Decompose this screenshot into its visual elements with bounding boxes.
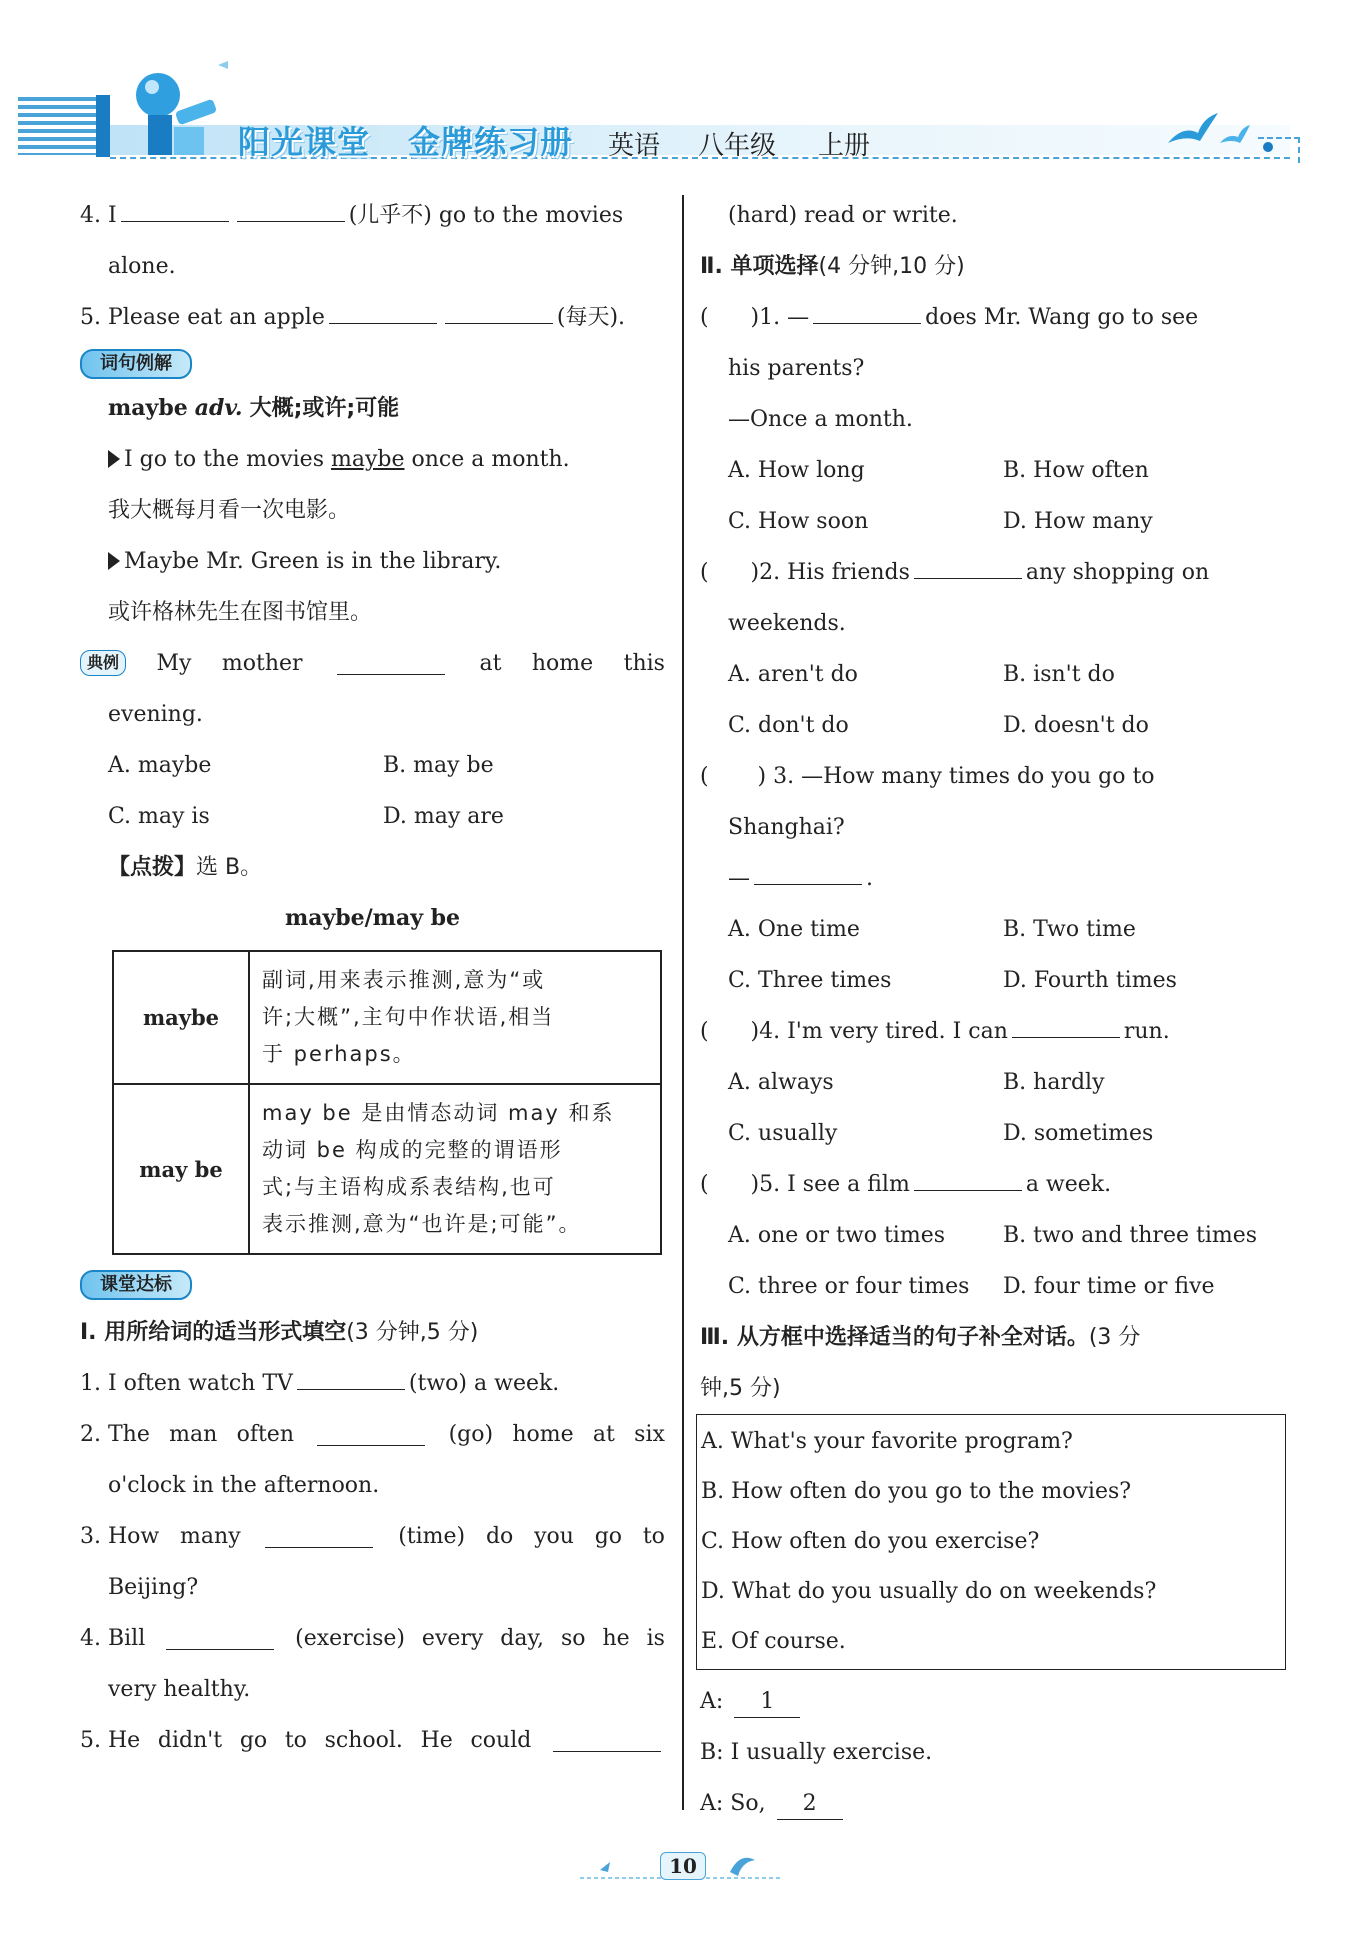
example-translation-2: 或许格林先生在图书馆里。 xyxy=(108,600,373,625)
item-word: (exercise) xyxy=(295,1626,405,1651)
brand-title-2: 金牌练习册 xyxy=(408,123,574,161)
s1-item-4 xyxy=(80,1613,665,1664)
box-option: A. What's your favorite program? xyxy=(701,1429,1073,1454)
answer-blank[interactable] xyxy=(813,303,921,324)
item-word: 4. Bill xyxy=(80,1626,146,1651)
option-b: B. may be xyxy=(383,753,494,778)
option-row xyxy=(700,1261,1285,1312)
answer-paren[interactable]: ( xyxy=(700,560,751,585)
option-row xyxy=(700,496,1285,547)
option-d: D. may are xyxy=(383,804,504,829)
table-text: 于 perhaps。 xyxy=(262,1042,416,1066)
box-option: E. Of course. xyxy=(701,1629,846,1654)
dash-text: — xyxy=(728,866,750,891)
item-word: (go) xyxy=(448,1422,494,1447)
sentence-text: I go to the movies xyxy=(124,447,331,472)
item-word: go xyxy=(594,1524,623,1549)
fill-item-5 xyxy=(80,292,665,343)
option-a: A. One time xyxy=(728,917,860,942)
item-word: man xyxy=(169,1422,218,1447)
item-word: to xyxy=(284,1728,307,1753)
item-word: so xyxy=(560,1626,586,1651)
item-word: six xyxy=(634,1422,665,1447)
example-sentence-2 xyxy=(80,536,665,587)
option-c: C. Three times xyxy=(728,968,892,993)
option-c: C. How soon xyxy=(728,509,869,534)
headword: maybe xyxy=(108,395,188,421)
option-b: B. Two time xyxy=(1003,917,1136,942)
item-cont: —Once a month. xyxy=(728,407,913,432)
mc-item-3 xyxy=(700,751,1285,802)
option-a: A. How long xyxy=(728,458,865,483)
item-word: day, xyxy=(500,1626,544,1651)
page-header xyxy=(18,55,1288,170)
table-value xyxy=(249,1084,661,1254)
telescope-logo-icon xyxy=(118,55,228,165)
triangle-bullet-icon xyxy=(108,450,120,468)
answer-paren[interactable]: ( xyxy=(700,1172,751,1197)
dialogue-line-2: B: I usually exercise. xyxy=(700,1740,933,1765)
example-word: My xyxy=(156,651,192,676)
item-word: didn't xyxy=(157,1728,223,1753)
item-text: any shopping on xyxy=(1025,560,1210,585)
table-text: 式;与主语构成系表结构,也可 xyxy=(262,1175,556,1199)
options-box xyxy=(696,1414,1286,1670)
answer-blank-2[interactable]: 2 xyxy=(777,1789,843,1820)
item-text: a week. xyxy=(1025,1172,1112,1197)
volume-label: 上册 xyxy=(818,131,871,161)
item-text: run. xyxy=(1123,1019,1170,1044)
answer-blank[interactable] xyxy=(445,303,553,324)
example-sentence-1 xyxy=(80,434,665,485)
header-bar xyxy=(96,95,110,157)
s1-item-2-cont: o'clock in the afternoon. xyxy=(108,1473,380,1498)
triangle-bullet-icon xyxy=(108,552,120,570)
item-word: (time) xyxy=(398,1524,466,1549)
example-tag: 典例 xyxy=(80,650,126,676)
birds-icon xyxy=(1158,103,1278,153)
typical-example xyxy=(80,638,665,689)
option-d: D. sometimes xyxy=(1003,1121,1154,1146)
tip-text: 选 B。 xyxy=(196,855,263,880)
item-text: 5. Please eat an apple xyxy=(80,305,325,330)
section-tag-explain: 词句例解 xyxy=(80,349,192,379)
item-word: 5. He xyxy=(80,1728,141,1753)
table-value xyxy=(249,951,661,1084)
option-d: D. four time or five xyxy=(1003,1274,1215,1299)
underlined-word: maybe xyxy=(330,447,405,472)
tip-line xyxy=(80,842,665,893)
option-a: A. one or two times xyxy=(728,1223,946,1248)
subject-label: 英语 xyxy=(608,131,661,161)
option-b: B. hardly xyxy=(1003,1070,1105,1095)
item-text: (two) a week. xyxy=(408,1371,560,1396)
option-a: A. aren't do xyxy=(728,662,858,687)
comparison-table xyxy=(112,950,662,1255)
option-row xyxy=(700,700,1285,751)
answer-paren[interactable]: ( xyxy=(700,1019,751,1044)
right-column xyxy=(700,190,1285,1829)
option-d: D. Fourth times xyxy=(1003,968,1177,993)
tip-label: 【点拨】 xyxy=(108,855,197,880)
answer-blank[interactable] xyxy=(329,303,437,324)
option-row xyxy=(700,1108,1285,1159)
option-b: B. How often xyxy=(1003,458,1149,483)
answer-blank[interactable] xyxy=(914,1170,1022,1191)
answer-blank[interactable] xyxy=(121,201,229,222)
section-title: Ⅲ. 从方框中选择适当的句子补全对话。 xyxy=(700,1325,1089,1350)
option-b: B. two and three times xyxy=(1003,1223,1258,1248)
section-meta-cont: 钟,5 分) xyxy=(700,1376,781,1401)
example-translation-1: 我大概每月看一次电影。 xyxy=(108,498,351,523)
item-word: could xyxy=(470,1728,532,1753)
table-title: maybe/may be xyxy=(284,905,461,931)
table-text: 副词,用来表示推测,意为“或 xyxy=(262,968,546,992)
option-c: C. don't do xyxy=(728,713,849,738)
section-2-heading xyxy=(700,241,1285,292)
dialogue-line-1 xyxy=(700,1676,1285,1727)
s1-item-3 xyxy=(80,1511,665,1562)
answer-blank[interactable] xyxy=(1012,1017,1120,1038)
item-cont: — . xyxy=(728,866,873,891)
answer-paren[interactable]: ( xyxy=(700,305,751,330)
item-word: you xyxy=(534,1524,574,1549)
mc-item-1 xyxy=(700,292,1285,343)
option-row xyxy=(700,1210,1285,1261)
item-text: )4. I'm very tired. I can xyxy=(750,1019,1008,1044)
dialogue-line-3 xyxy=(700,1778,1285,1829)
answer-blank[interactable] xyxy=(337,654,445,675)
page-number: 10 xyxy=(660,1852,706,1880)
option-row xyxy=(700,649,1285,700)
answer-blank[interactable] xyxy=(317,1425,425,1446)
speaker: A: xyxy=(700,1689,724,1714)
mc-item-2 xyxy=(700,547,1285,598)
item-text: 4. I xyxy=(80,203,117,228)
option-row xyxy=(700,955,1285,1006)
option-row xyxy=(80,791,665,842)
column-divider xyxy=(682,195,684,1810)
answer-blank[interactable] xyxy=(237,201,345,222)
section-title: Ⅱ. 单项选择 xyxy=(700,254,819,279)
item-word: go xyxy=(239,1728,268,1753)
header-stripes xyxy=(18,97,100,155)
item-text: )2. His friends xyxy=(750,560,910,585)
answer-blank[interactable] xyxy=(265,1527,373,1548)
section-3-heading xyxy=(700,1312,1285,1363)
item-word: to xyxy=(642,1524,665,1549)
option-c: C. three or four times xyxy=(728,1274,970,1299)
box-option: C. How often do you exercise? xyxy=(701,1529,1040,1554)
item-cont: his parents? xyxy=(728,356,865,381)
answer-blank[interactable] xyxy=(914,558,1022,579)
part-of-speech: adv. xyxy=(194,395,243,421)
example-word: this xyxy=(623,651,665,676)
item-text: (每天). xyxy=(556,305,626,330)
section-tag-class: 课堂达标 xyxy=(80,1270,192,1300)
fill-item-4 xyxy=(80,190,665,241)
page-footer xyxy=(560,1842,800,1892)
table-key: may be xyxy=(113,1084,249,1254)
answer-blank[interactable] xyxy=(754,864,862,885)
section-tag-row xyxy=(80,343,665,383)
table-row xyxy=(113,1084,661,1254)
item-word: he xyxy=(602,1626,630,1651)
item-word: home xyxy=(512,1422,574,1447)
item-cont: Shanghai? xyxy=(728,815,845,840)
item-text: (儿乎不) go to the movies xyxy=(348,203,624,228)
option-c: C. usually xyxy=(728,1121,838,1146)
section-meta: (3 分 xyxy=(1088,1325,1141,1350)
sentence-text: Maybe Mr. Green is in the library. xyxy=(124,549,502,574)
item-word: is xyxy=(646,1626,665,1651)
answer-blank[interactable] xyxy=(297,1369,405,1390)
mc-item-4 xyxy=(700,1006,1285,1057)
s1-item-4-cont: very healthy. xyxy=(108,1677,251,1702)
s1-item-5-cont: (hard) read or write. xyxy=(728,203,958,228)
speaker: A: So, xyxy=(700,1791,766,1816)
option-row xyxy=(700,445,1285,496)
item-word: 2. The xyxy=(80,1422,150,1447)
left-column xyxy=(80,190,665,1766)
item-text: ) 3. —How many times do you go to xyxy=(757,764,1155,789)
item-word: school. xyxy=(324,1728,403,1753)
typical-example-cont: evening. xyxy=(108,702,203,727)
example-word: home xyxy=(531,651,594,676)
item-word: 3. How xyxy=(80,1524,160,1549)
option-c: C. may is xyxy=(108,804,210,829)
option-a: A. always xyxy=(728,1070,834,1095)
sentence-text: once a month. xyxy=(404,447,570,472)
brand-title-1: 阳光课堂 xyxy=(238,123,371,161)
s1-item-5 xyxy=(80,1715,665,1766)
table-text: 表示推测,意为“也许是;可能”。 xyxy=(262,1212,582,1236)
item-word: He xyxy=(420,1728,453,1753)
option-b: B. isn't do xyxy=(1003,662,1115,687)
item-text: )5. I see a film xyxy=(750,1172,910,1197)
table-key: maybe xyxy=(113,951,249,1084)
grade-label: 八年级 xyxy=(698,131,777,161)
table-text: may be 是由情态动词 may 和系 xyxy=(262,1101,615,1125)
section-meta: (3 分钟,5 分) xyxy=(346,1320,479,1345)
s1-item-1 xyxy=(80,1358,665,1409)
item-word: do xyxy=(485,1524,514,1549)
example-word: at xyxy=(479,651,502,676)
item-word: every xyxy=(421,1626,484,1651)
table-row xyxy=(113,951,661,1084)
section-meta: (4 分钟,10 分) xyxy=(818,254,965,279)
answer-blank[interactable] xyxy=(166,1629,274,1650)
option-row xyxy=(80,740,665,791)
table-text: 动词 be 构成的完整的谓语形 xyxy=(262,1138,563,1162)
section-1-heading xyxy=(80,1307,665,1358)
section-title: Ⅰ. 用所给词的适当形式填空 xyxy=(80,1320,347,1345)
item-text: )1. — xyxy=(750,305,810,330)
box-option: D. What do you usually do on weekends? xyxy=(701,1579,1157,1604)
word-entry xyxy=(80,383,665,434)
option-d: D. doesn't do xyxy=(1003,713,1149,738)
item-word: many xyxy=(180,1524,241,1549)
item-text: does Mr. Wang go to see xyxy=(925,305,1199,330)
s1-item-3-cont: Beijing? xyxy=(108,1575,199,1600)
item-word: at xyxy=(592,1422,615,1447)
option-row xyxy=(700,904,1285,955)
answer-blank-1[interactable]: 1 xyxy=(734,1687,800,1718)
word-meaning: 大概;或许;可能 xyxy=(249,396,400,421)
mc-item-5 xyxy=(700,1159,1285,1210)
s1-item-2 xyxy=(80,1409,665,1460)
option-row xyxy=(700,1057,1285,1108)
option-a: A. maybe xyxy=(108,753,212,778)
example-word: mother xyxy=(221,651,303,676)
table-text: 许;大概”,主句中作状语,相当 xyxy=(262,1005,555,1029)
box-option: B. How often do you go to the movies? xyxy=(701,1479,1132,1504)
option-d: D. How many xyxy=(1003,509,1153,534)
item-cont: weekends. xyxy=(728,611,846,636)
item-text: 1. I often watch TV xyxy=(80,1371,293,1396)
answer-paren[interactable]: ( xyxy=(700,764,758,789)
answer-blank[interactable] xyxy=(553,1731,661,1752)
section-tag-row xyxy=(80,1261,665,1307)
item-word: often xyxy=(236,1422,294,1447)
fill-item-4-cont: alone. xyxy=(108,254,176,279)
